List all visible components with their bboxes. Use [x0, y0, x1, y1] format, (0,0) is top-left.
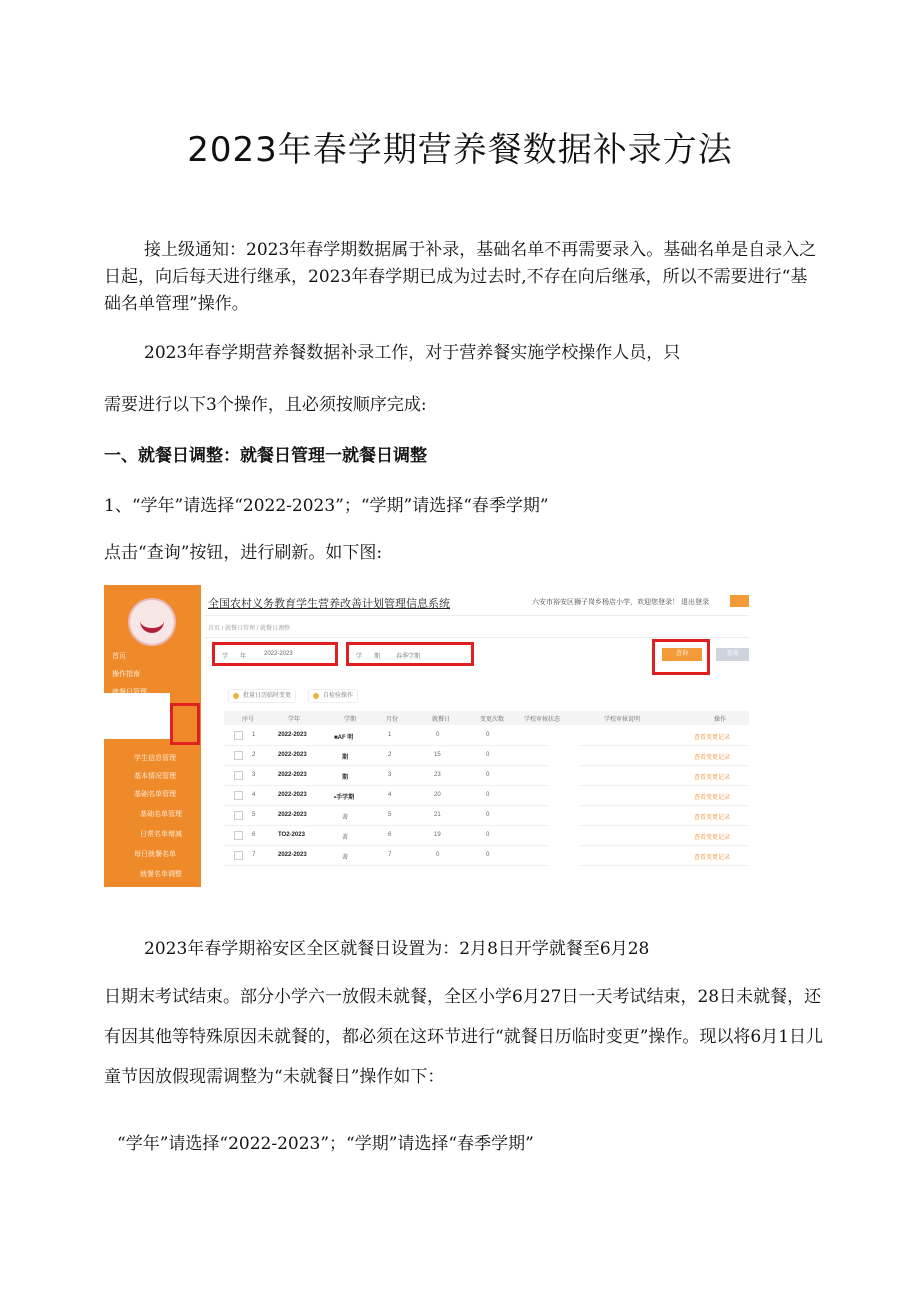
system-screenshot [104, 585, 749, 887]
cell-changes: 0 [486, 792, 490, 798]
highlight-box-menu [170, 703, 200, 745]
col-header: 序号 [242, 717, 255, 723]
year-label: 学 年 [222, 654, 247, 660]
menu-item[interactable]: 首页 [112, 653, 126, 660]
cell-month: 6 [388, 832, 392, 838]
cell-year: 2022-2023 [278, 852, 307, 858]
view-record-link[interactable]: 查看变更记录 [694, 795, 731, 801]
batch-change-button[interactable]: 批量日历临时变更 [228, 689, 296, 703]
term-select[interactable]: 春季学期 [396, 654, 421, 660]
step-1-select: 1、“学年”请选择“2022-2023”；“学期”请选择“春季学期” [104, 496, 549, 516]
highlight-box-year [212, 642, 338, 666]
row-checkbox[interactable] [234, 791, 243, 800]
col-header: 学校审核说明 [604, 717, 641, 723]
cell-term: 著 [342, 855, 349, 861]
cell-days: 0 [436, 732, 440, 738]
cell-month: 5 [388, 812, 392, 818]
header-tag[interactable] [730, 595, 749, 607]
paragraph-schedule: 2023年春学期裕安区全区就餐日设置为：2月8日开学就餐至6月28 [144, 939, 650, 959]
cell-term: ■AF 明 [334, 735, 354, 741]
cell-changes: 0 [486, 812, 490, 818]
cell-month: 1 [388, 732, 392, 738]
menu-item[interactable]: 每日就餐名单 [134, 851, 176, 858]
document-title: 2023年春学期营养餐数据补录方法 [187, 130, 733, 170]
cell-year: 2022-2023 [278, 812, 307, 818]
col-header: 学期 [344, 717, 357, 723]
system-logo [128, 598, 176, 646]
view-record-link[interactable]: 查看变更记录 [694, 755, 731, 761]
view-record-link[interactable]: 查看变更记录 [694, 855, 731, 861]
self-check-button[interactable]: 自检验操作 [308, 689, 358, 703]
view-record-link[interactable]: 查看变更记录 [694, 775, 731, 781]
step-1-query: 点击“查询”按钮，进行刷新。如下图: [104, 543, 383, 563]
menu-item[interactable]: 操作指南 [112, 671, 140, 678]
table-row[interactable] [224, 826, 749, 846]
view-record-link[interactable]: 查看变更记录 [694, 835, 731, 841]
term-label: 学 期 [356, 654, 381, 660]
table-row[interactable] [224, 806, 749, 826]
cell-no: 2 [252, 752, 256, 758]
menu-item[interactable]: 基本情况管理 [134, 773, 176, 780]
paragraph-schedule-detail: 日期末考试结束。部分小学六一放假未就餐，全区小学6月27日一天考试结束，28日未就餐，还有因其他等特殊原因未就餐的，都必须在这环节进行“就餐日历临时变更”操作。现以将6月1日儿童节因放假现需调整为“未就餐日”操作如下： [104, 987, 824, 1087]
cell-year: 2022-2023 [278, 772, 307, 778]
highlight-box-query [652, 639, 710, 675]
table-row[interactable] [224, 846, 749, 866]
cell-term: 期 [342, 775, 349, 781]
cell-term: 著 [342, 815, 349, 821]
section-heading: 一、就餐日调整：就餐日管理一就餐日调整 [104, 446, 427, 466]
paragraph-steps: 需要进行以下3个操作，且必须按顺序完成: [104, 395, 427, 415]
menu-item[interactable]: 基础名单管理 [140, 811, 182, 818]
cell-month: 3 [388, 772, 392, 778]
table-row[interactable] [224, 746, 749, 766]
row-checkbox[interactable] [234, 831, 243, 840]
step-select-again: “学年”请选择“2022-2023”；“学期”请选择“春季学期” [117, 1134, 534, 1154]
cell-month: 2 [388, 752, 392, 758]
view-record-link[interactable]: 查看变更记录 [694, 815, 731, 821]
row-checkbox[interactable] [234, 811, 243, 820]
cell-no: 1 [252, 732, 256, 738]
menu-item[interactable]: 学生信息管理 [134, 755, 176, 762]
cell-year: TO2-2023 [278, 832, 305, 838]
cell-month: 7 [388, 852, 392, 858]
cell-no: 5 [252, 812, 256, 818]
cell-year: 2022-2023 [278, 732, 307, 738]
cell-term: 期 [342, 755, 349, 761]
cell-days: 19 [434, 832, 441, 838]
cell-changes: 0 [486, 772, 490, 778]
row-checkbox[interactable] [234, 731, 243, 740]
cell-days: 23 [434, 772, 441, 778]
cell-changes: 0 [486, 752, 490, 758]
cell-changes: 0 [486, 732, 490, 738]
divider [204, 637, 749, 638]
paragraph-notice: 接上级通知：2023年春学期数据属于补录，基础名单不再需要录入。基础名单是自录入之日起，向后每天进行继承，2023年春学期已成为过去时,不存在向后继承，所以不需要进行“基础名单管理”操作。 [104, 240, 817, 314]
row-checkbox[interactable] [234, 851, 243, 860]
cell-days: 21 [434, 812, 441, 818]
cell-month: 4 [388, 792, 392, 798]
row-checkbox[interactable] [234, 771, 243, 780]
reset-button[interactable]: 查询 [716, 648, 749, 661]
cell-changes: 0 [486, 832, 490, 838]
menu-item[interactable]: 基础名单管理 [134, 791, 176, 798]
highlight-box-term [346, 642, 474, 666]
row-checkbox[interactable] [234, 751, 243, 760]
table-row[interactable] [224, 786, 749, 806]
divider [204, 615, 749, 616]
col-header: 月份 [386, 717, 399, 723]
menu-item[interactable]: 就餐名单调整 [140, 871, 182, 878]
cell-term: 著 [342, 835, 349, 841]
col-header: 学校审核状态 [524, 717, 561, 723]
cell-days: 20 [434, 792, 441, 798]
view-record-link[interactable]: 查看变更记录 [694, 735, 731, 741]
cell-no: 3 [252, 772, 256, 778]
cell-days: 0 [436, 852, 440, 858]
redacted-area [104, 693, 170, 739]
table-row[interactable] [224, 766, 749, 786]
breadcrumb: 首页 / 就餐日管理 / 就餐日调整 [208, 626, 291, 632]
query-button[interactable]: 查询 [662, 648, 702, 661]
year-select[interactable]: 2022-2023 [264, 651, 293, 657]
col-header: 学年 [288, 717, 301, 723]
cell-changes: 0 [486, 852, 490, 858]
user-info: 六安市裕安区狮子岗乡杨店小学，欢迎您登录！ 退出登录 [532, 599, 709, 606]
cell-term: •手学期 [334, 795, 355, 801]
cell-days: 15 [434, 752, 441, 758]
cell-no: 6 [252, 832, 256, 838]
menu-item[interactable]: 日常名单增减 [140, 831, 182, 838]
cell-year: 2022-2023 [278, 792, 307, 798]
cell-no: 7 [252, 852, 256, 858]
paragraph-intro: 2023年春学期营养餐数据补录工作，对于营养餐实施学校操作人员，只 [144, 343, 681, 363]
col-header: 变更次数 [480, 717, 505, 723]
table-row[interactable] [224, 726, 749, 746]
redacted-column [548, 725, 580, 887]
col-header: 操作 [714, 717, 727, 723]
col-header: 就餐日 [432, 717, 451, 723]
cell-no: 4 [252, 792, 256, 798]
system-title: 全国农村义务教育学生营养改善计划管理信息系统 [208, 598, 450, 610]
table-header [224, 711, 749, 725]
cell-year: 2022-2023 [278, 752, 307, 758]
